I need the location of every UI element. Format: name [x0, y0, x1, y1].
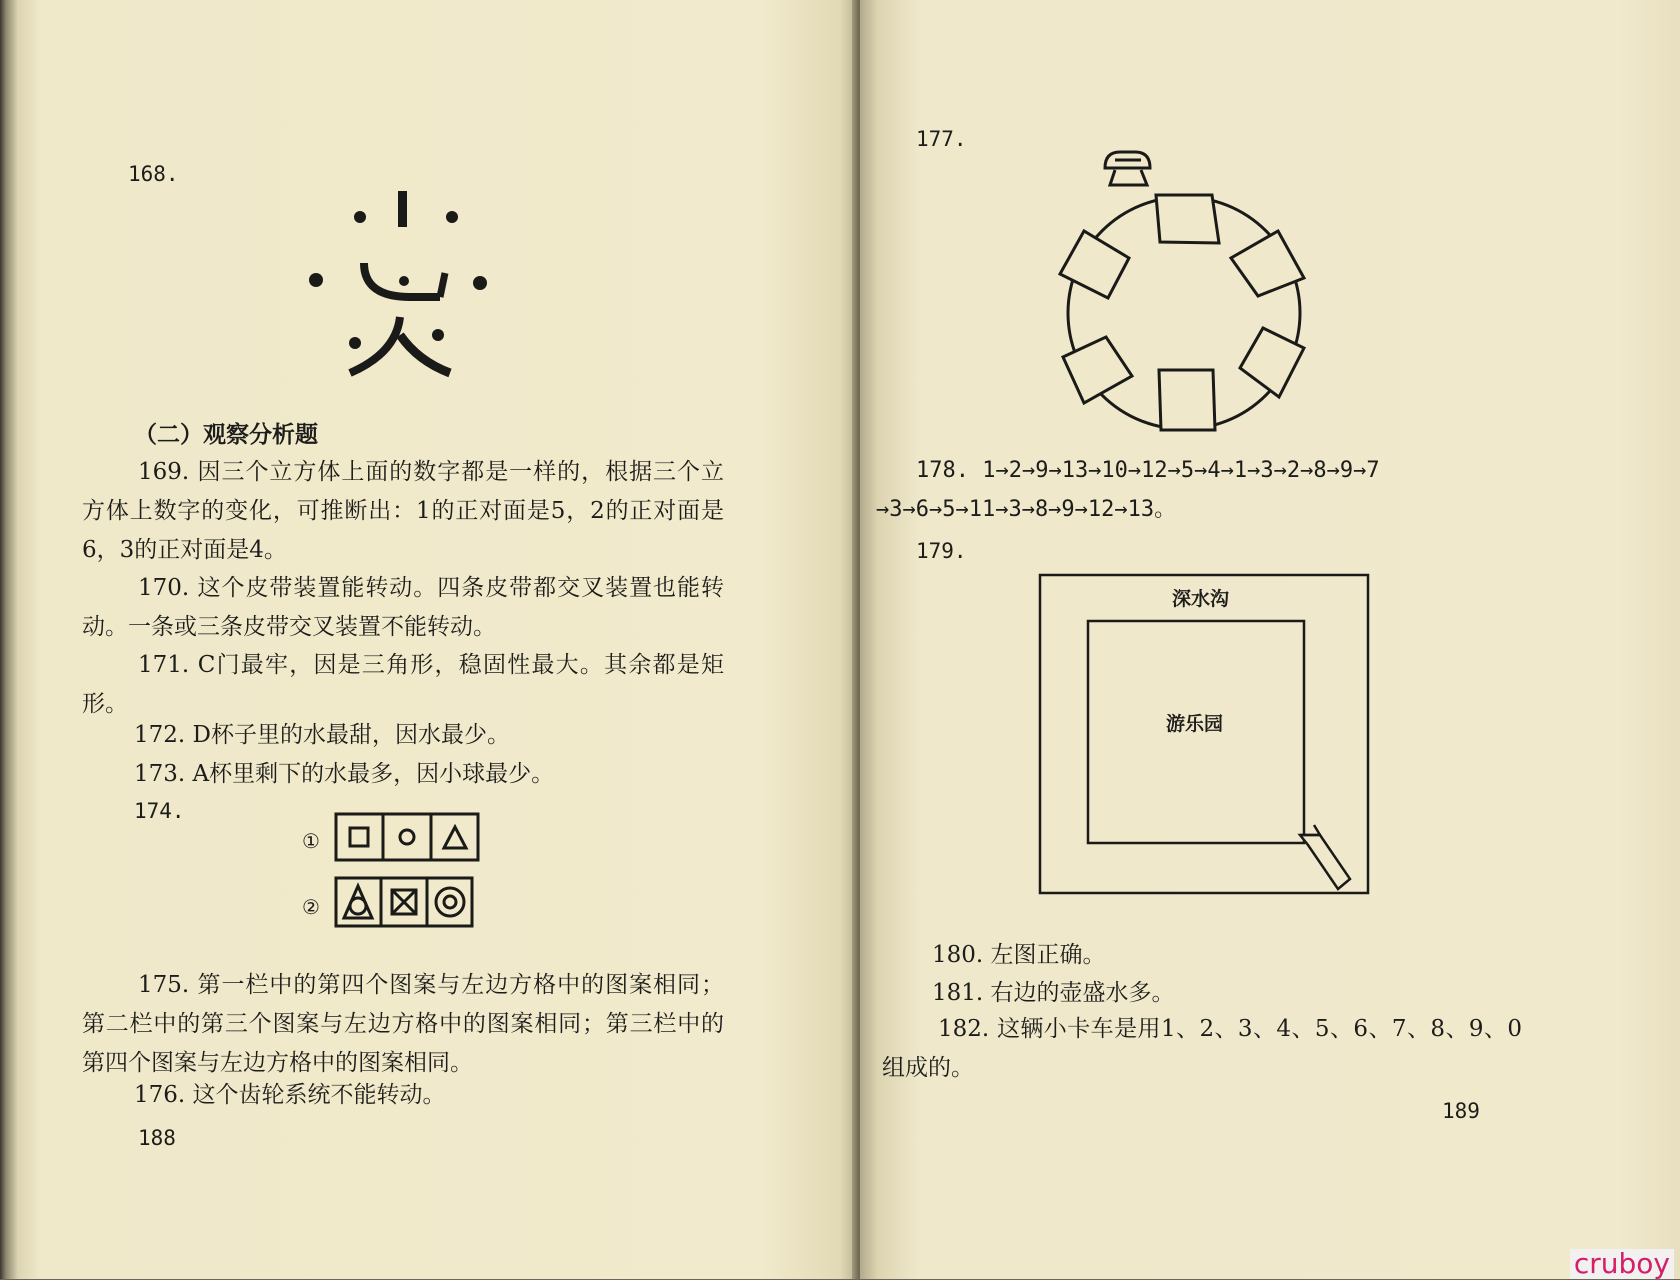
answer-170: 170. 这个皮带装置能转动。四条皮带都交叉装置也能转动。一条或三条皮带交叉装置不能转动。 [82, 575, 724, 640]
answer-181: 181. 右边的壶盛水多。 [932, 980, 1175, 1006]
question-174-number: 174. [134, 799, 185, 823]
page-number-right: 189 [1442, 1099, 1480, 1123]
answer-172: 172. D杯子里的水最甜，因水最少。 [134, 722, 510, 748]
answer-178-line-1: 178. 1→2→9→13→10→12→5→4→1→3→2→8→9→7 [916, 458, 1380, 483]
row-1-label: ① [302, 829, 320, 853]
section-title: （二）观察分析题 [134, 421, 318, 448]
answer-169: 169. 因三个立方体上面的数字都是一样的，根据三个立方体上数字的变化，可推断出：1的正对面是5，2的正对面是6，3的正对面是4。 [82, 459, 724, 563]
question-179-number: 179. [916, 539, 967, 563]
moat-label: 深水沟 [1172, 588, 1230, 610]
answer-173: 173. A杯里剩下的水最多，因小球最少。 [134, 761, 555, 787]
row-2-label: ② [302, 895, 320, 919]
shape-row-2 [334, 876, 474, 928]
dot-character-puzzle [300, 185, 500, 385]
page-number-left: 188 [138, 1126, 176, 1150]
question-177-number: 177. [916, 127, 967, 151]
watermark: cruboy [1570, 1249, 1674, 1279]
answer-175: 175. 第一栏中的第四个图案与左边方格中的图案相同；第二栏中的第三个图案与左边方格中的图案相同；第三栏中的第四个图案与左边方格中的图案相同。 [82, 972, 724, 1076]
question-168-number: 168. [128, 162, 179, 186]
answer-176: 176. 这个齿轮系统不能转动。 [134, 1082, 446, 1108]
answer-182: 182. 这辆小卡车是用1、2、3、4、5、6、7、8、9、0组成的。 [882, 1016, 1522, 1081]
circle-cutout-puzzle [1065, 130, 1315, 440]
answer-178-line-2: →3→6→5→11→3→8→9→12→13。 [876, 497, 1177, 522]
right-page [860, 0, 1680, 1279]
park-label: 游乐园 [1166, 713, 1224, 735]
answer-180: 180. 左图正确。 [932, 942, 1106, 968]
shape-row-1 [334, 812, 480, 862]
answer-171: 171. C门最牢，因是三角形，稳固性最大。其余都是矩形。 [82, 652, 724, 717]
